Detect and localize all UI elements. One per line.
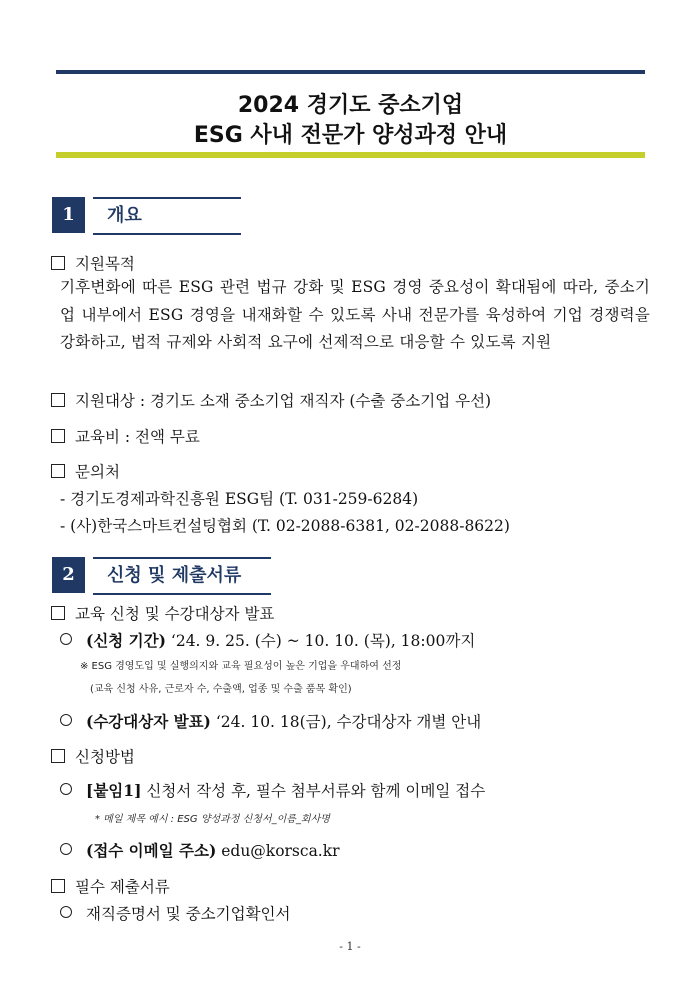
document-title-line1: 2024 경기도 중소기업 (237, 93, 464, 118)
method-detail (60, 779, 485, 801)
title-bottom-rule (56, 152, 645, 158)
method-note: * 메일 제목 예시 : ESG 양성과정 신청서_이름_회사명 (95, 814, 330, 825)
fee-item (51, 425, 200, 447)
method-item (51, 745, 135, 767)
docs-item (51, 875, 170, 897)
selection-item (60, 710, 481, 732)
method-label: 신청방법 (75, 748, 135, 766)
page-number: - 1 - (339, 940, 361, 953)
selection-label: (수강대상자 발표) (86, 712, 211, 731)
email-item (60, 839, 340, 861)
circle-bullet-icon (60, 843, 72, 855)
contact-item (51, 460, 120, 482)
checkbox-square-icon (51, 429, 65, 443)
email-label: (접수 이메일 주소) (86, 841, 217, 860)
announce-item (51, 602, 274, 624)
checkbox-square-icon (51, 879, 65, 893)
purpose-label: 지원목적 (75, 255, 135, 273)
selection-value: ‘24. 10. 18(금), 수강대상자 개별 안내 (215, 713, 482, 731)
section1-number: 1 (52, 197, 85, 233)
docs-value: 재직증명서 및 중소기업확인서 (86, 905, 291, 923)
circle-bullet-icon (60, 783, 72, 795)
contact-line-2: - (사)한국스마트컨설팅협회 (T. 02-2088-6381, 02-2088-8622) (60, 517, 510, 535)
target-item (51, 389, 491, 411)
circle-bullet-icon (60, 633, 72, 645)
method-value: 신청서 작성 후, 필수 첨부서류와 함께 이메일 접수 (146, 782, 486, 800)
checkbox-square-icon (51, 749, 65, 763)
contact-line-1: - 경기도경제과학진흥원 ESG팀 (T. 031-259-6284) (60, 490, 419, 508)
purpose-text: 기후변화에 따른 ESG 관련 법규 강화 및 ESG 경영 중요성이 확대됨에 따라, 중소기업 내부에서 ESG 경영을 내재화할 수 있도록 사내 전문가를 육성하여 기업 경쟁력을 강화하고, 법적 규제와 사회적 요구에 선제적으로 대응할 수 있도록 지원 (60, 278, 650, 351)
method-attach-label: [붙임1] (86, 781, 142, 800)
target-text: 지원대상 : 경기도 소재 중소기업 재직자 (수출 중소기업 우선) (75, 392, 492, 410)
checkbox-square-icon (51, 393, 65, 407)
checkbox-square-icon (51, 606, 65, 620)
document-title-line2: ESG 사내 전문가 양성과정 안내 (193, 123, 508, 148)
circle-bullet-icon (60, 906, 72, 918)
section2-title: 신청 및 제출서류 (93, 557, 271, 595)
period-label: (신청 기간) (86, 631, 166, 650)
period-note-1: ※ ESG 경영도입 및 실행의지와 교육 필요성이 높은 기업을 우대하여 선정 (80, 661, 402, 672)
circle-bullet-icon (60, 714, 72, 726)
section1-title: 개요 (93, 197, 241, 235)
period-value: ‘24. 9. 25. (수) ~ 10. 10. (목), 18:00까지 (170, 632, 476, 650)
docs-label: 필수 제출서류 (75, 878, 170, 896)
docs-detail (60, 902, 291, 924)
checkbox-square-icon (51, 256, 65, 270)
title-top-rule (56, 70, 645, 74)
period-note-2: (교육 신청 사유, 근로자 수, 수출액, 업종 및 수출 품목 확인) (90, 684, 352, 695)
fee-text: 교육비 : 전액 무료 (75, 428, 200, 446)
section2-number: 2 (52, 557, 85, 593)
contact-label: 문의처 (75, 463, 120, 481)
announce-label: 교육 신청 및 수강대상자 발표 (75, 605, 275, 623)
email-value: edu@korsca.kr (221, 842, 340, 860)
purpose-item (51, 252, 135, 274)
period-item (60, 629, 475, 651)
checkbox-square-icon (51, 464, 65, 478)
